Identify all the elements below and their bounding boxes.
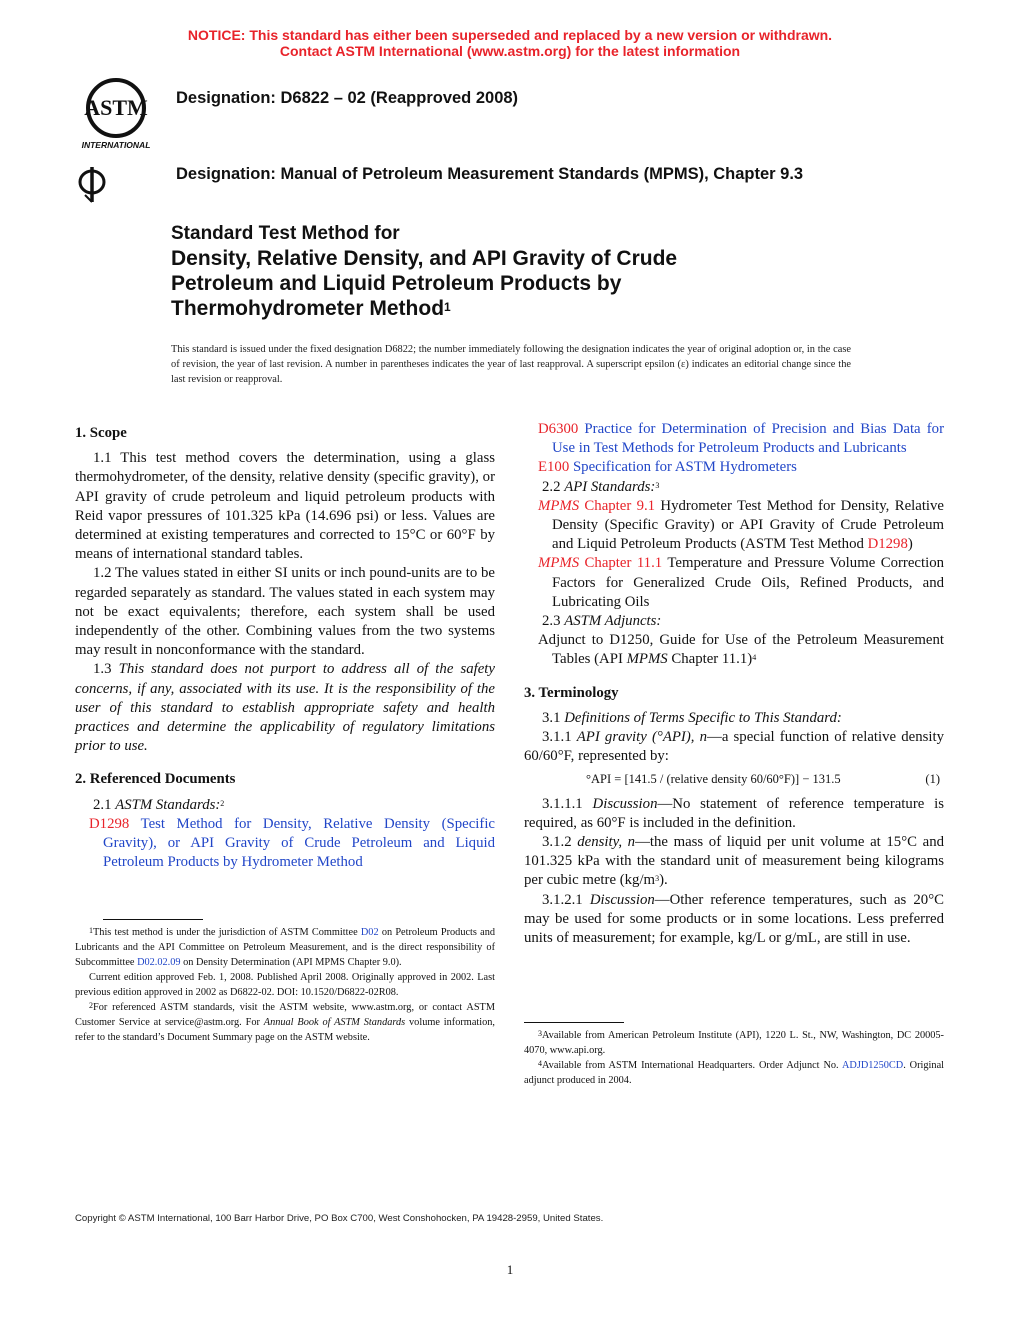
left-column: [75, 420, 495, 872]
ref-mpms-9-1-d1298-link[interactable]: D1298: [867, 536, 908, 553]
term-3-1-1: 3.1.1 API gravity (°API), n—a special function of relative density 60/60°F, represented by:: [524, 729, 945, 765]
formula-expression: °API = [141.5 / (relative density 60/60°F)] − 131.5: [586, 772, 841, 787]
astm-logo-label: INTERNATIONAL: [81, 140, 151, 150]
formula-number: (1): [925, 772, 940, 787]
title-line-1: Density, Relative Density, and API Gravity of Crude: [171, 247, 678, 270]
scope-1-2: 1.2 The values stated in either SI units or inch pound-units are to be regarded separately as standard. The values stated in each system may not be exact equivalents; therefore, each system shall be used independently of the other. Combining values from the two systems may result in nonconformance with the standard.: [75, 565, 495, 659]
footnotes-right: [524, 1022, 944, 1088]
refdocs-2-1: 2.1 ASTM Standards:$^2$: [93, 796, 225, 813]
ref-mpms-11-1: MPMS Chapter 11.1 Temperature and Pressure Volume Correction Factors for Generalized Crude Oils, Refined Products, and Lubricating Oils: [538, 555, 944, 610]
title-lead: Standard Test Method for: [171, 223, 400, 244]
ref-d6300-code[interactable]: D6300: [538, 421, 579, 437]
footnote-rule-right: [524, 1022, 624, 1023]
page-number: 1: [506, 1262, 514, 1277]
ref-adjunct: Adjunct to D1250, Guide for Use of the Petroleum Measurement Tables (API MPMS Chapter 11.1)$^4$: [538, 632, 944, 668]
footnote-4: $^4$Available from ASTM International Headquarters. Order Adjunct No. ADJD1250CD. Original adjunct produced in 2004.: [524, 1059, 944, 1086]
ref-e100-title[interactable]: Specification for ASTM Hydrometers: [572, 459, 797, 476]
ref-e100: [524, 458, 944, 477]
footnotes-left: [75, 919, 495, 1045]
footnote-1: $^1$This test method is under the jurisdiction of ASTM Committee D02 on Petroleum Products and Lubricants and the API Committee on Petroleum Measurement, and is the direct responsibility of Subcommittee D02.02.09 on Density Determination (API MPMS Chapter 9.0).: [75, 926, 495, 968]
term-3-1-2-1: 3.1.2.1 Discussion—Other reference temperatures, such as 20°C may be used for some products or in some locations. Less preferred units of measurement; for example, kg/L or g/mL, are still in use.: [524, 891, 944, 947]
issue-note: This standard is issued under the fixed designation D6822; the number immediately following the designation indicates the year of original adoption or, in the case of revision, the year of last revision. A number in parentheses indicates the year of last reapproval. A superscript epsilon (ε) indicates an editorial change since the last revision or reapproval.: [171, 344, 851, 385]
scope-heading: 1. Scope: [75, 425, 127, 441]
ref-d1298-title[interactable]: Test Method for Density, Relative Density (Specific Gravity), or API Gravity of Crude Petroleum and Liquid Petroleum Products by Hydrometer Method: [103, 815, 496, 871]
ref-d6300: [524, 420, 944, 458]
term-3-1-2: 3.1.2 density, n—the mass of liquid per unit volume at 15°C and 101.325 kPa with the standard unit of measurement being kilograms per cubic metre $(kg/m^3)$.: [524, 834, 944, 889]
notice-line-1: NOTICE: This standard has either been superseded and replaced by a new version or withdrawn.: [187, 27, 833, 43]
withdrawal-notice: [0, 27, 1020, 59]
term-3-1-1-1: 3.1.1.1 Discussion—No statement of reference temperature is required, as 60°F is included in the definition.: [524, 795, 945, 831]
notice-line-2: Contact ASTM International (www.astm.org) for the latest information: [279, 43, 741, 59]
footnote-1-edition: Current edition approved Feb. 1, 2008. Published April 2008. Originally approved in 2002. Last previous edition approved in 2002 as D6822-02. DOI: 10.1520/D6822-02R08.: [75, 972, 495, 998]
document-title: [171, 222, 891, 324]
designation-mpms: Designation: Manual of Petroleum Measurement Standards (MPMS), Chapter 9.3: [176, 165, 804, 183]
api-logo: [76, 165, 108, 203]
title-line-2: Petroleum and Liquid Petroleum Products by: [171, 272, 622, 295]
title-footnote-ref[interactable]: 1: [444, 300, 451, 314]
right-column: [524, 420, 944, 948]
footnote-rule: [103, 919, 203, 920]
footnote-1-link-d020209[interactable]: D02.02.09: [137, 957, 181, 968]
refdocs-heading: 2. Referenced Documents: [75, 771, 236, 788]
footnote-3: $^3$Available from American Petroleum Institute (API), 1220 L. St., NW, Washington, DC 20005-4070, www.api.org.: [524, 1029, 944, 1056]
footnote-2: $^2$For referenced ASTM standards, visit the ASTM website, www.astm.org, or contact ASTM Customer Service at service@astm.org. For Annual Book of ASTM Standards volume information, refer to the standard’s Document Summary page on the ASTM website.: [75, 1001, 495, 1043]
refdocs-2-2: 2.2 API Standards:$^3$: [542, 478, 660, 495]
copyright-line: Copyright © ASTM International, 100 Barr Harbor Drive, PO Box C700, West Conshohocken, PA 19428-2959, United States.: [75, 1213, 604, 1224]
ref-mpms-9-1: MPMS Chapter 9.1 Hydrometer Test Method for Density, Relative Density (Specific Gravity) or API Gravity of Crude Petroleum and Liquid Petroleum Products (ASTM Test Method D1298): [538, 497, 945, 553]
ref-e100-code[interactable]: E100: [538, 459, 570, 476]
ref-mpms-9-1-code[interactable]: MPMS Chapter 9.1: [538, 497, 656, 514]
scope-1-3: 1.3 This standard does not purport to address all of the safety concerns, if any, associated with its use. It is the responsibility of the user of this standard to establish appropriate safety and health practices and determine the applicability of regulatory limitations prior to use.: [75, 661, 495, 755]
ref-d1298-code[interactable]: D1298: [89, 815, 130, 832]
astm-logo: [70, 74, 162, 154]
ref-d1298: [75, 815, 495, 873]
title-line-3: Thermohydrometer Method$^1$: [171, 297, 451, 320]
designation-astm: Designation: D6822 – 02 (Reapproved 2008): [176, 89, 519, 107]
astm-logo-letters: ASTM: [84, 95, 148, 120]
ref-d6300-title[interactable]: Practice for Determination of Precision and Bias Data for Use in Test Methods for Petroleum Products and Lubricants: [552, 421, 944, 457]
footnote-4-adjunct-link[interactable]: ADJD1250CD: [841, 1060, 904, 1071]
refdocs-2-3: 2.3 ASTM Adjuncts:: [542, 613, 662, 630]
footnote-1-link-d02[interactable]: D02: [360, 927, 379, 938]
api-gravity-formula: [524, 770, 944, 789]
term-3-1: 3.1 Definitions of Terms Specific to This Standard:: [542, 709, 842, 726]
terminology-heading: 3. Terminology: [524, 684, 619, 701]
ref-mpms-11-1-code[interactable]: MPMS Chapter 11.1: [538, 555, 663, 572]
scope-1-1: 1.1 This test method covers the determination, using a glass thermohydrometer, of the density, relative density (specific gravity), or API gravity of crude petroleum and liquid petroleum products with Reid vapor pressures of 101.325 kPa (14.696 psi) or less. Values are determined at existing temperatures and corrected to 15°C or 60°F by means of international standard tables.: [75, 450, 495, 563]
